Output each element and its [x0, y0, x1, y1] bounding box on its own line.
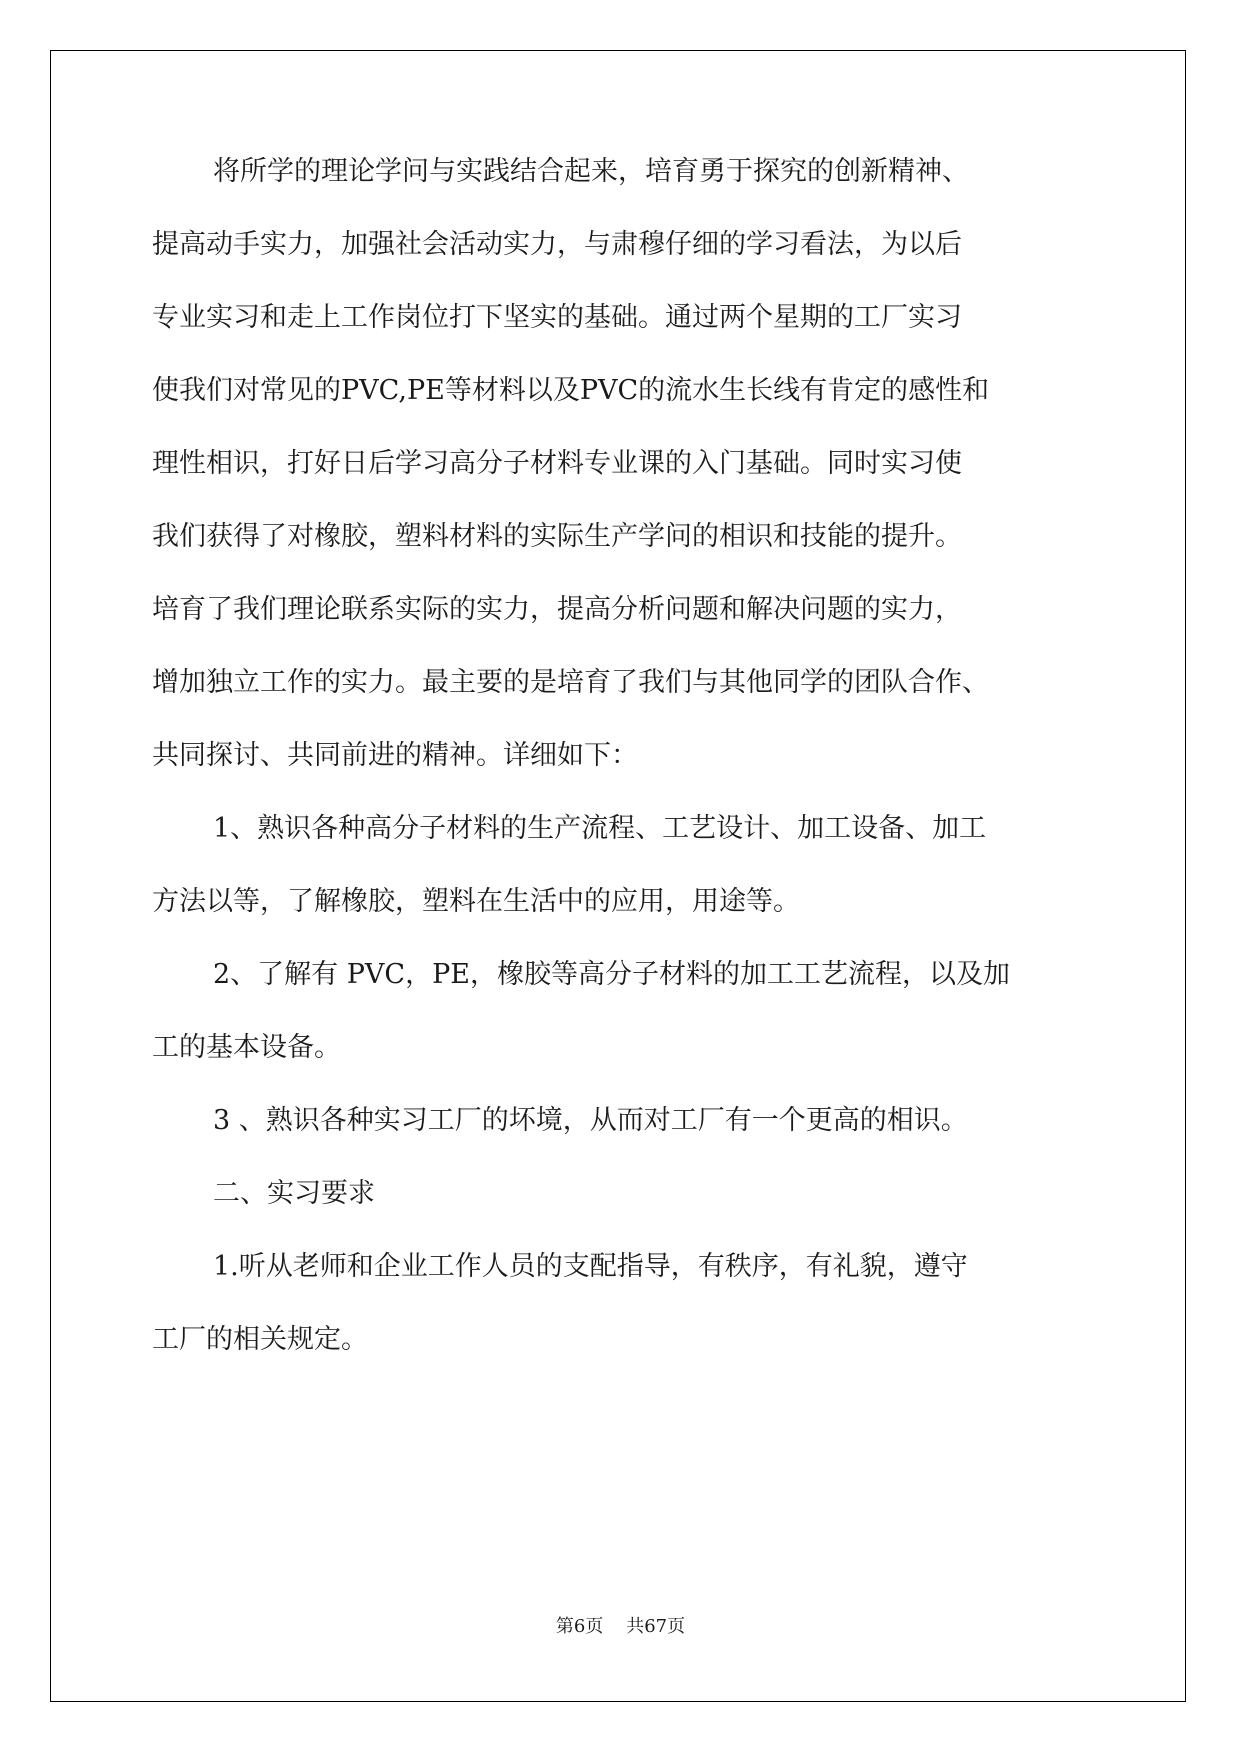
current-page-number: 第6页: [555, 1616, 604, 1637]
text-line: 培育了我们理论联系实际的实力，提高分析问题和解决问题的实力，: [152, 594, 962, 625]
text-line: 理性相识，打好日后学习高分子材料专业课的入门基础。同时实习使: [152, 448, 962, 479]
total-pages: 共67页: [626, 1616, 686, 1637]
text-line: 工厂的相关规定。: [152, 1324, 368, 1355]
page-footer: [0, 1615, 1241, 1639]
text-line: 1.听从老师和企业工作人员的支配指导，有秩序，有礼貌，遵守: [213, 1251, 968, 1282]
text-line: 将所学的理论学问与实践结合起来，培育勇于探究的创新精神、: [213, 156, 969, 187]
page-border: [50, 50, 1186, 1702]
text-line: 3 、熟识各种实习工厂的坏境，从而对工厂有一个更高的相识。: [213, 1105, 968, 1136]
text-line: 我们获得了对橡胶，塑料材料的实际生产学问的相识和技能的提升。: [152, 521, 962, 552]
text-line: 共同探讨、共同前进的精神。详细如下：: [152, 740, 638, 771]
text-line: 方法以等，了解橡胶，塑料在生活中的应用，用途等。: [152, 886, 800, 917]
text-line: 提高动手实力，加强社会活动实力，与肃穆仔细的学习看法，为以后: [152, 229, 962, 260]
text-line: 专业实习和走上工作岗位打下坚实的基础。通过两个星期的工厂实习: [152, 302, 962, 333]
text-line: 1、熟识各种高分子材料的生产流程、工艺设计、加工设备、加工: [213, 813, 987, 844]
text-line: 2、了解有 PVC，PE，橡胶等高分子材料的加工工艺流程，以及加: [213, 959, 1010, 990]
text-line: 增加独立工作的实力。最主要的是培育了我们与其他同学的团队合作、: [152, 667, 989, 698]
text-line: 使我们对常见的PVC,PE等材料以及PVC的流水生长线有肯定的感性和: [152, 375, 990, 406]
text-line: 工的基本设备。: [152, 1032, 341, 1063]
section-heading: 二、实习要求: [213, 1178, 375, 1209]
